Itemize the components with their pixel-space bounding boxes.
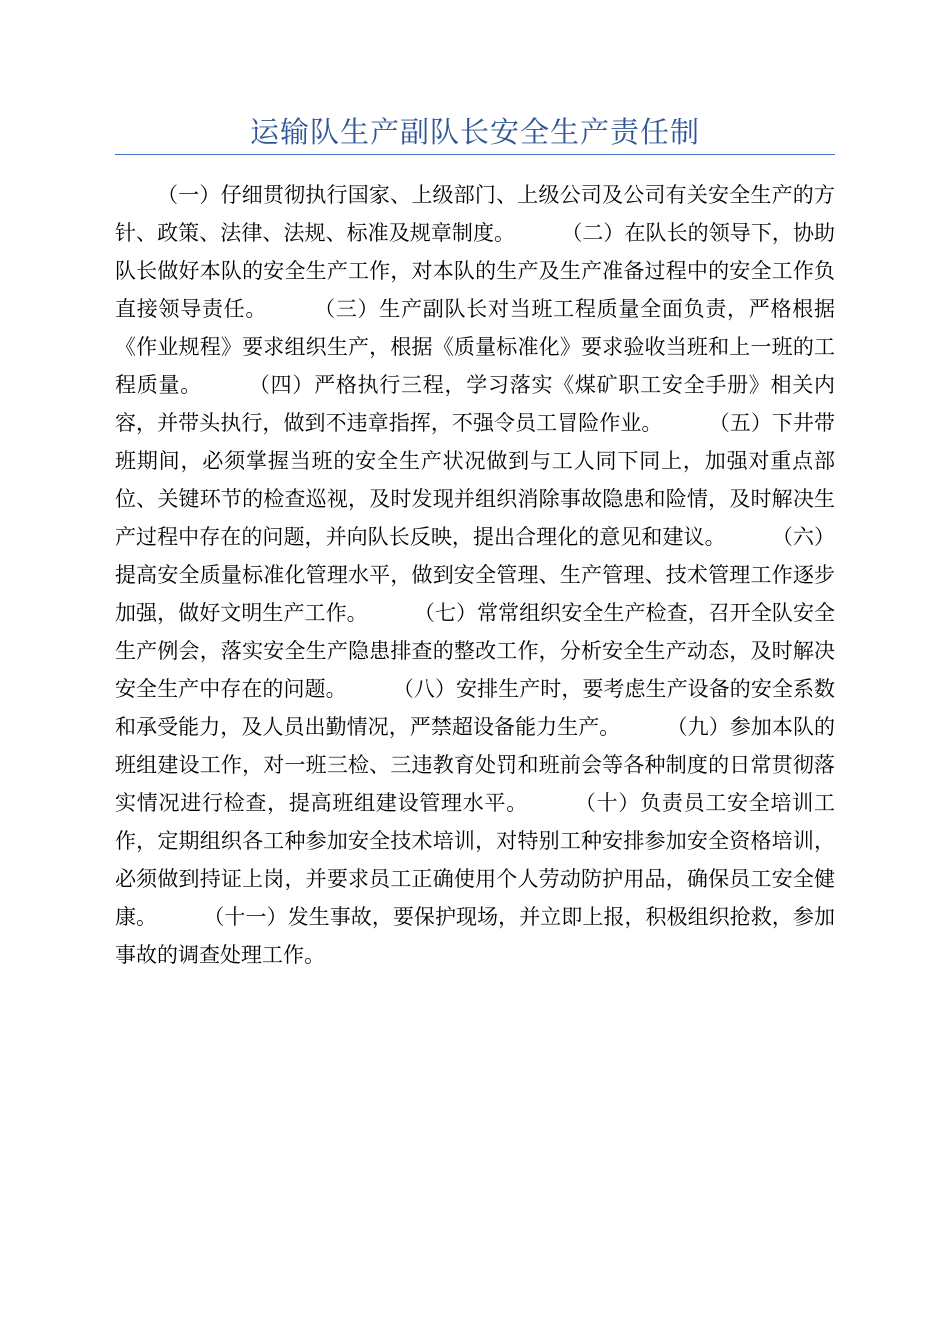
clause-5: （五）下井带班期间，必须掌握当班的安全生产状况做到与工人同下同上，加强对重点部位、关键环节的检查巡视，及时发现并组织消除事故隐患和险情，及时解决生产过程中存在的问题，并向队长反映，提出合理化的意见和建议。 (115, 411, 836, 549)
clause-9: （九）参加本队的班组建设工作，对一班三检、三违教育处罚和班前会等各种制度的日常贯彻落实情况进行检查，提高班组建设管理水平。 (115, 715, 835, 815)
document-title: 运输队生产副队长安全生产责任制 (249, 115, 700, 149)
clause-7: （七）常常组织安全生产检查，召开全队安全生产例会，落实安全生产隐患排查的整改工作，分析安全生产动态，及时解决安全生产中存在的问题。 (115, 601, 836, 701)
document-body (115, 176, 835, 974)
clause-6: （六）提高安全质量标准化管理水平，做到安全管理、生产管理、技术管理工作逐步加强，做好文明生产工作。 (115, 525, 835, 625)
clause-4: （四）严格执行三程，学习落实《煤矿职工安全手册》相关内容，并带头执行，做到不违章指挥，不强令员工冒险作业。 (115, 373, 836, 435)
clause-3: （三）生产副队长对当班工程质量全面负责，严格根据《作业规程》要求组织生产，根据《质量标准化》要求验收当班和上一班的工程质量。 (115, 297, 836, 397)
clause-1: （一）仔细贯彻执行国家、上级部门、上级公司及公司有关安全生产的方针、政策、法律、法规、标准及规章制度。 (115, 183, 835, 245)
title-underline (115, 154, 835, 155)
clause-8: （八）安排生产时，要考虑生产设备的安全系数和承受能力，及人员出勤情况，严禁超设备能力生产。 (115, 677, 836, 739)
clause-11: （十一）发生事故，要保护现场，并立即上报，积极组织抢救，参加事故的调查处理工作。 (115, 905, 836, 967)
clause-10: （十）负责员工安全培训工作，定期组织各工种参加安全技术培训，对特别工种安排参加安全资格培训，必须做到持证上岗，并要求员工正确使用个人劳动防护用品，确保员工安全健康。 (115, 791, 836, 929)
clause-2: （二）在队长的领导下，协助队长做好本队的安全生产工作，对本队的生产及生产准备过程中的安全工作负直接领导责任。 (115, 221, 836, 321)
